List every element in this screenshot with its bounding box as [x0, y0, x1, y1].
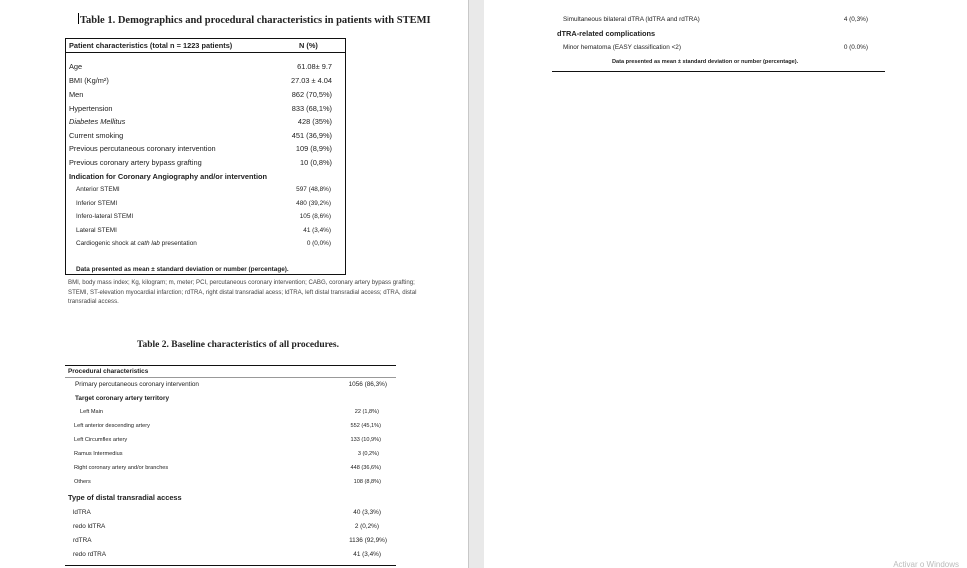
- table1-row-value: 61.08± 9.7: [297, 62, 332, 71]
- table2-footnote: Data presented as mean ± standard deviation or number (percentage).: [612, 59, 799, 65]
- table1-header-left: Patient characteristics (total n = 1223 patients): [69, 41, 233, 50]
- table2-territory-value: 448 (36,6%): [350, 465, 381, 471]
- table1-box: [65, 38, 346, 275]
- table1-indication-label: Infero-lateral STEMI: [76, 213, 134, 220]
- table1-indication-value: 105 (8,6%): [299, 213, 331, 220]
- table2-territory-label: Left Main: [80, 409, 104, 415]
- table2-territory-heading: Target coronary artery territory: [75, 395, 169, 402]
- table1-header-right: N (%): [299, 41, 318, 50]
- table1-row-value: 428 (35%): [297, 117, 332, 126]
- table2-territory-value: 3 (0,2%): [357, 451, 379, 457]
- page-gutter-left-edge: [468, 0, 469, 568]
- document-page-left: [0, 0, 468, 568]
- table1-row-label: Current smoking: [69, 131, 124, 140]
- table1-row-value: 109 (8,9%): [295, 144, 332, 153]
- table1-row-value: 27.03 ± 4.04: [290, 76, 332, 85]
- table2-territory-value: 108 (8,8%): [353, 479, 381, 485]
- table2-hematoma-value: 0 (0.0%): [843, 44, 868, 51]
- table1-indication-label: Anterior STEMI: [76, 186, 120, 193]
- table2-row-label: Primary percutaneous coronary intervention: [75, 381, 199, 388]
- table2-title: Table 2. Baseline characteristics of all procedures.: [137, 340, 339, 350]
- table2-territory-value: 22 (1,8%): [354, 409, 379, 415]
- table2-right-bottom-rule: [552, 71, 885, 72]
- table2-access-label: rdTRA: [73, 537, 92, 544]
- table1-row-value: 10 (0,8%): [299, 158, 332, 167]
- table1-row-label: Previous coronary artery bypass grafting: [69, 158, 202, 167]
- table2-access-heading: Type of distal transradial access: [68, 493, 182, 502]
- table2-bilateral-label: Simultaneous bilateral dTRA (ldTRA and rdTRA): [563, 16, 700, 23]
- table2-top-rule: [65, 365, 396, 366]
- table1-row-value: 862 (70,5%): [291, 90, 332, 99]
- label-suffix: presentation: [159, 240, 197, 247]
- table1-title: [78, 13, 431, 26]
- table2-territory-label: Left Circumflex artery: [74, 437, 128, 443]
- table2-territory-label: Ramus Intermedius: [74, 451, 123, 457]
- table1-indication-label: Inferior STEMI: [76, 200, 118, 207]
- table2-complications-heading: dTRA-related complications: [557, 29, 656, 38]
- text-cursor: [78, 13, 79, 24]
- table1-indication-value: 41 (3,4%): [303, 227, 331, 234]
- table2-access-label: redo rdTRA: [73, 551, 107, 558]
- table1-indication-label: Lateral STEMI: [76, 227, 117, 234]
- table2-bilateral-value: 4 (0,3%): [843, 16, 868, 23]
- table2-bottom-rule: [65, 565, 396, 566]
- table2-section-rule: [65, 377, 396, 378]
- table2-section-heading: Procedural characteristics: [68, 368, 149, 375]
- table1-row-value: 833 (68,1%): [291, 104, 332, 113]
- table1-indication-value: 0 (0,0%): [306, 240, 331, 247]
- table1-title-text: Table 1. Demographics and procedural characteristics in patients with STEMI: [80, 15, 431, 26]
- table1-indication-value: 597 (48,8%): [296, 186, 331, 193]
- label-prefix: Cardiogenic shock at: [76, 240, 138, 247]
- document-page-right: [484, 0, 967, 568]
- table1-footnote: Data presented as mean ± standard deviation or number (percentage).: [76, 266, 289, 273]
- table1-row-label: BMI (Kg/m²): [69, 76, 109, 85]
- table1-indication-value: 480 (39,2%): [296, 200, 331, 207]
- table2-territory-label: Left anterior descending artery: [74, 423, 150, 429]
- table1-abbreviations: BMI, body mass index; Kg, kilogram; m, meter; PCI, percutaneous coronary intervention; CABG, coronary artery bypass grafting; STEMI, ST-elevation myocardial infarction; rdTRA, right distal transradial acess; ldTRA, left distal transradial access; dTRA, distal transradial access.: [68, 279, 417, 305]
- table2-territory-label: Right coronary artery and/or branches: [74, 465, 169, 471]
- table2-access-label: redo ldTRA: [73, 523, 106, 530]
- table2-access-label: ldTRA: [73, 509, 91, 516]
- table1-row-label: Hypertension: [69, 104, 113, 113]
- table2-territory-label: Others: [74, 479, 91, 485]
- table1-row-label: Diabetes Mellitus: [69, 117, 126, 126]
- table2-hematoma-label: Minor hematoma (EASY classification <2): [563, 44, 681, 51]
- table2-row-value: 1056 (86,3%): [348, 381, 387, 388]
- table1-row-label: Previous percutaneous coronary intervention: [69, 144, 216, 153]
- table1-row-value: 451 (36,9%): [291, 131, 332, 140]
- table1-indication-heading: Indication for Coronary Angiography and/or intervention: [69, 172, 268, 181]
- table2-access-value: 1136 (92,9%): [349, 537, 387, 544]
- table2-access-value: 40 (3,3%): [353, 509, 381, 516]
- table2-territory-value: 552 (45,1%): [350, 423, 381, 429]
- table1-indication-label: [76, 239, 197, 248]
- table1-row-label: Men: [69, 90, 84, 99]
- table2-access-value: 41 (3,4%): [353, 551, 381, 558]
- table2-access-value: 2 (0,2%): [354, 523, 379, 530]
- table1-row-label: Age: [69, 62, 83, 71]
- label-italic: cath lab: [137, 240, 160, 247]
- table2-territory-value: 133 (10,9%): [350, 437, 381, 443]
- watermark-text: Activar o Windows: [893, 560, 959, 568]
